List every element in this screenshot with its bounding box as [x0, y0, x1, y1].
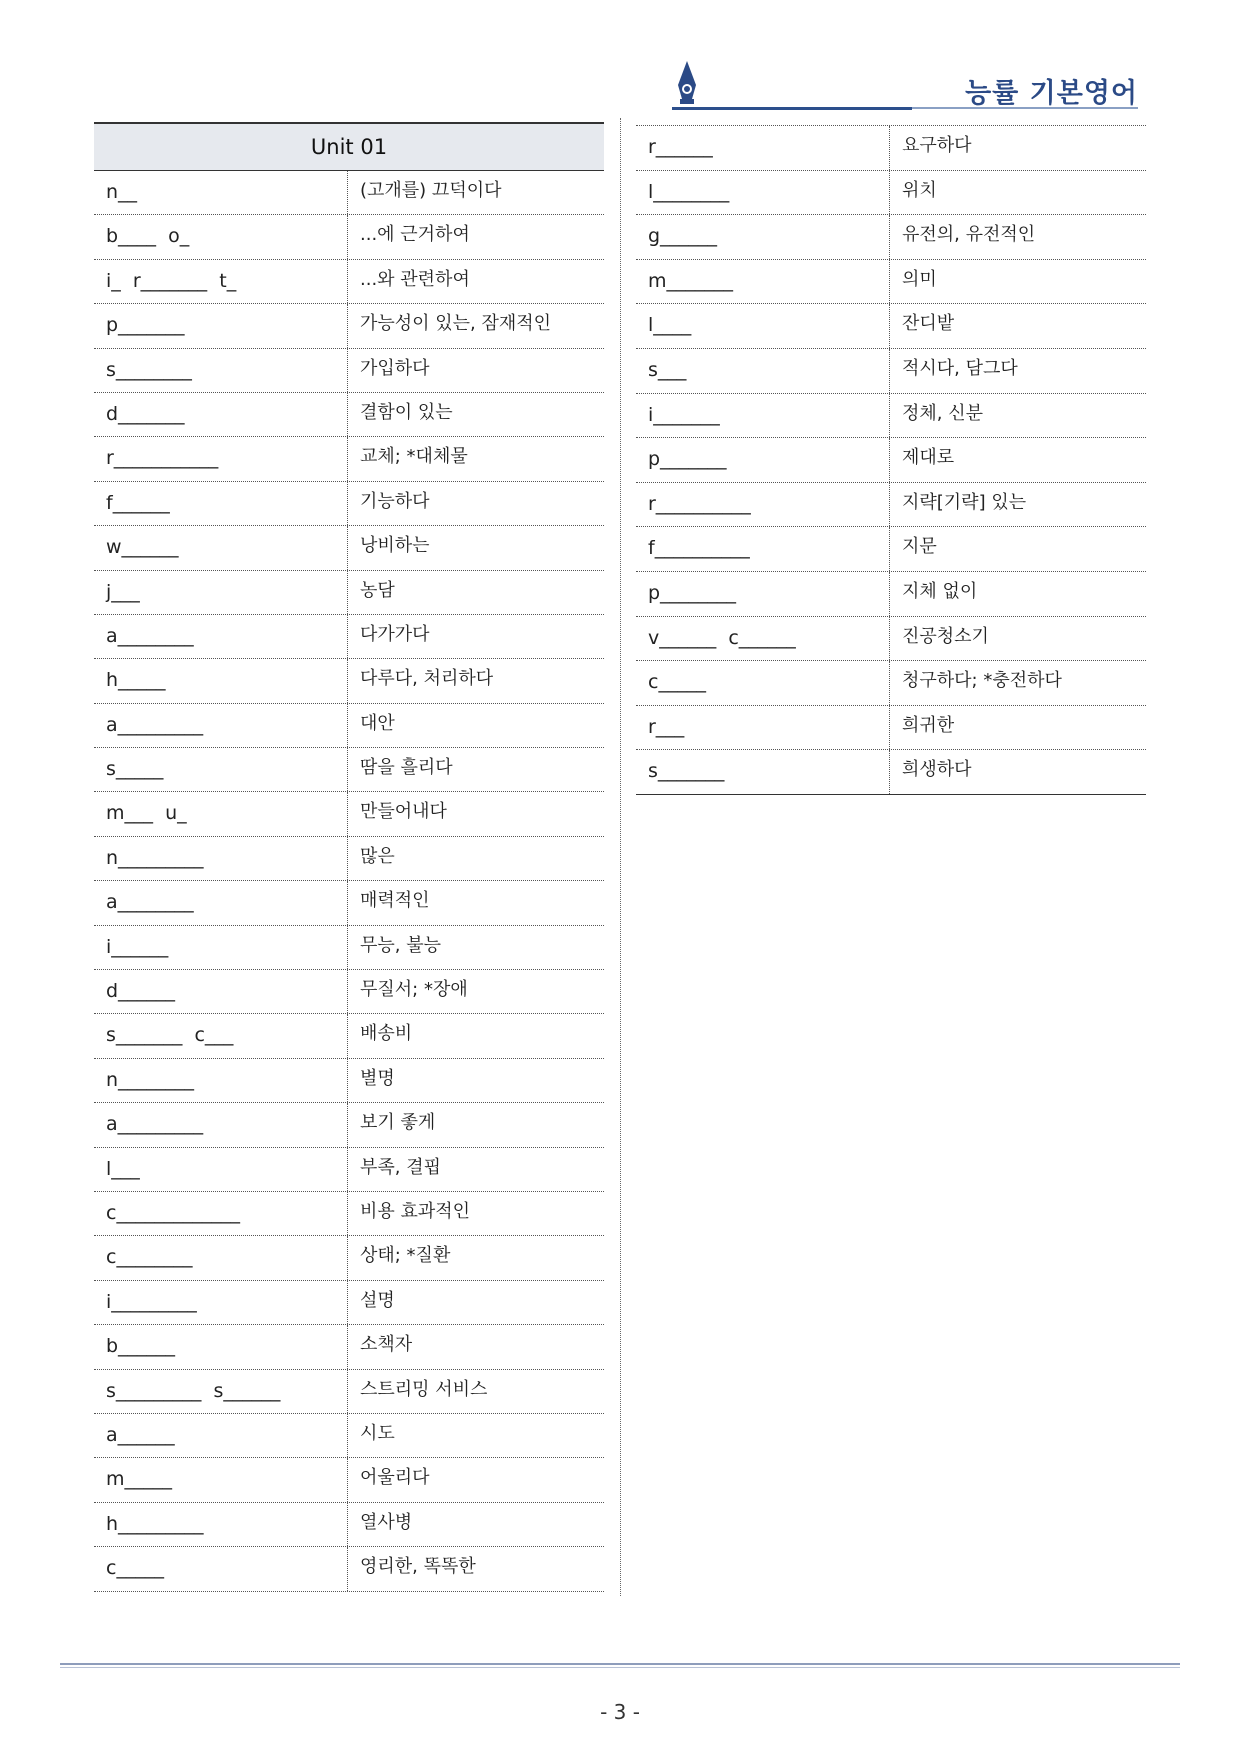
- vocab-row: [94, 215, 604, 259]
- korean-meaning: 상태; *질환: [360, 1245, 451, 1267]
- korean-meaning: 보기 좋게: [360, 1112, 436, 1134]
- korean-meaning: 가능성이 있는, 잠재적인: [360, 313, 552, 335]
- korean-meaning: 정체, 신분: [902, 402, 983, 424]
- korean-meaning: 스트리밍 서비스: [360, 1378, 488, 1400]
- korean-meaning: 적시다, 담그다: [902, 357, 1018, 379]
- korean-meaning: 별명: [360, 1067, 395, 1089]
- korean-meaning: 만들어내다: [360, 801, 447, 823]
- korean-meaning: 다가가다: [360, 623, 430, 645]
- korean-meaning: 가입하다: [360, 357, 430, 379]
- korean-meaning: 어울리다: [360, 1467, 430, 1489]
- english-blank: a_________: [94, 704, 348, 747]
- vocab-row: [94, 970, 604, 1014]
- korean-meaning: 많은: [360, 845, 395, 867]
- english-blank: m_____: [94, 1458, 348, 1501]
- korean-meaning: 유전의, 유전적인: [902, 224, 1036, 246]
- english-blank: i_______: [636, 394, 890, 438]
- column-divider: [620, 118, 621, 1596]
- vocab-row: [94, 1503, 604, 1547]
- vocab-row: [94, 304, 604, 348]
- english-blank: a________: [94, 881, 348, 924]
- korean-meaning: 농담: [360, 579, 395, 601]
- vocab-row: [94, 171, 604, 215]
- korean-meaning: 대안: [360, 712, 395, 734]
- english-blank: c_____: [94, 1547, 348, 1590]
- korean-meaning: 설명: [360, 1289, 395, 1311]
- vocab-row: [94, 526, 604, 570]
- vocab-row: [94, 659, 604, 703]
- korean-meaning: 비용 효과적인: [360, 1200, 471, 1222]
- vocab-row: [94, 349, 604, 393]
- vocab-row: [636, 171, 1146, 216]
- page-header: [660, 55, 1150, 115]
- vocab-row: [94, 437, 604, 481]
- vocab-row: [94, 1192, 604, 1236]
- korean-meaning: 진공청소기: [902, 625, 989, 647]
- english-blank: s_______ c___: [94, 1014, 348, 1057]
- vocab-row: [94, 881, 604, 925]
- english-blank: b______: [94, 1325, 348, 1368]
- korean-meaning: 제대로: [902, 447, 955, 469]
- vocab-row: [94, 1059, 604, 1103]
- korean-meaning: 의미: [902, 268, 937, 290]
- korean-meaning: 희귀한: [902, 714, 955, 736]
- english-blank: a______: [94, 1414, 348, 1457]
- english-blank: r______: [636, 126, 890, 170]
- korean-meaning: ...에 근거하여: [360, 224, 470, 246]
- korean-meaning: 지체 없이: [902, 580, 978, 602]
- english-blank: s________: [94, 349, 348, 392]
- english-blank: f______: [94, 482, 348, 525]
- vocab-row: [636, 617, 1146, 662]
- english-blank: r___: [636, 706, 890, 750]
- vocab-row: [94, 1148, 604, 1192]
- korean-meaning: 잔디밭: [902, 313, 955, 335]
- english-blank: p_______: [636, 438, 890, 482]
- english-blank: l___: [94, 1148, 348, 1191]
- english-blank: g______: [636, 215, 890, 259]
- english-blank: r___________: [94, 437, 348, 480]
- english-blank: i_________: [94, 1281, 348, 1324]
- english-blank: m___ u_: [94, 792, 348, 835]
- fountain-pen-nib-icon: [672, 59, 702, 107]
- korean-meaning: 땀을 흘리다: [360, 757, 453, 779]
- unit-title: Unit 01: [94, 122, 604, 171]
- korean-meaning: 시도: [360, 1422, 395, 1444]
- korean-meaning: 청구하다; *충전하다: [902, 670, 1062, 692]
- english-blank: c_____: [636, 661, 890, 705]
- korean-meaning: 결함이 있는: [360, 401, 453, 423]
- korean-meaning: 위치: [902, 179, 937, 201]
- english-blank: d_______: [94, 393, 348, 436]
- english-blank: a_________: [94, 1103, 348, 1146]
- vocab-table-left: [94, 122, 604, 1592]
- vocab-row: [636, 215, 1146, 260]
- vocab-row: [94, 1103, 604, 1147]
- korean-meaning: 영리한, 똑똑한: [360, 1556, 476, 1578]
- english-blank: f__________: [636, 527, 890, 571]
- vocab-row: [636, 706, 1146, 751]
- korean-meaning: 무질서; *장애: [360, 979, 468, 1001]
- vocab-row: [636, 394, 1146, 439]
- vocab-row: [94, 704, 604, 748]
- vocab-row: [636, 304, 1146, 349]
- english-blank: v______ c______: [636, 617, 890, 661]
- vocab-row: [94, 482, 604, 526]
- english-blank: l________: [636, 171, 890, 215]
- vocab-row: [94, 393, 604, 437]
- vocab-table-right: [636, 125, 1146, 795]
- korean-meaning: 다루다, 처리하다: [360, 668, 494, 690]
- vocab-row: [636, 349, 1146, 394]
- english-blank: m_______: [636, 260, 890, 304]
- vocab-row: [94, 615, 604, 659]
- english-blank: h_____: [94, 659, 348, 702]
- vocab-row: [94, 748, 604, 792]
- korean-meaning: 낭비하는: [360, 535, 430, 557]
- korean-meaning: 열사병: [360, 1511, 413, 1533]
- vocab-row: [94, 1325, 604, 1369]
- korean-meaning: 요구하다: [902, 135, 972, 156]
- korean-meaning: 지문: [902, 536, 937, 558]
- vocab-row: [94, 1458, 604, 1502]
- left-rows: [94, 171, 604, 1592]
- english-blank: n__: [94, 171, 348, 214]
- korean-meaning: 기능하다: [360, 490, 430, 512]
- english-blank: p_______: [94, 304, 348, 347]
- vocab-row: [94, 1236, 604, 1280]
- korean-meaning: 배송비: [360, 1023, 413, 1045]
- english-blank: p________: [636, 572, 890, 616]
- korean-meaning: 희생하다: [902, 759, 972, 781]
- korean-meaning: 소책자: [360, 1334, 413, 1356]
- korean-meaning: 무능, 불능: [360, 934, 441, 956]
- korean-meaning: 매력적인: [360, 890, 430, 912]
- english-blank: i_ r_______ t_: [94, 260, 348, 303]
- vocab-row: [636, 126, 1146, 171]
- english-blank: a________: [94, 615, 348, 658]
- korean-meaning: 교체; *대체물: [360, 446, 468, 468]
- english-blank: i______: [94, 926, 348, 969]
- english-blank: n________: [94, 1059, 348, 1102]
- english-blank: h_________: [94, 1503, 348, 1546]
- vocab-row: [94, 260, 604, 304]
- vocab-row: [94, 1370, 604, 1414]
- brand-title: 능률 기본영어: [965, 78, 1138, 109]
- english-blank: c________: [94, 1236, 348, 1279]
- vocab-row: [94, 1547, 604, 1591]
- english-blank: s___: [636, 349, 890, 393]
- vocab-row: [636, 572, 1146, 617]
- english-blank: s_____: [94, 748, 348, 791]
- vocab-row: [94, 1414, 604, 1458]
- vocab-row: [636, 483, 1146, 528]
- header-rule: [672, 107, 912, 110]
- page-number: - 3 -: [600, 1700, 640, 1724]
- vocab-row: [636, 661, 1146, 706]
- vocab-row: [94, 1014, 604, 1058]
- english-blank: b____ o_: [94, 215, 348, 258]
- korean-meaning: (고개를) 끄덕이다: [360, 180, 502, 201]
- korean-meaning: 부족, 결핍: [360, 1156, 441, 1178]
- english-blank: s_______: [636, 750, 890, 794]
- english-blank: n_________: [94, 837, 348, 880]
- vocab-row: [636, 438, 1146, 483]
- english-blank: c_____________: [94, 1192, 348, 1235]
- english-blank: s_________ s______: [94, 1370, 348, 1413]
- right-rows: [636, 125, 1146, 795]
- vocab-row: [94, 571, 604, 615]
- english-blank: r__________: [636, 483, 890, 527]
- footer-rule-secondary: [60, 1667, 1180, 1668]
- vocab-row: [94, 926, 604, 970]
- vocab-row: [94, 837, 604, 881]
- vocab-row: [94, 1281, 604, 1325]
- english-blank: l____: [636, 304, 890, 348]
- vocab-row: [636, 260, 1146, 305]
- footer-rule: [60, 1663, 1180, 1665]
- english-blank: d______: [94, 970, 348, 1013]
- vocab-row: [636, 750, 1146, 795]
- english-blank: j___: [94, 571, 348, 614]
- korean-meaning: 지략[기략] 있는: [902, 491, 1027, 513]
- vocab-row: [94, 792, 604, 836]
- english-blank: w______: [94, 526, 348, 569]
- korean-meaning: ...와 관련하여: [360, 268, 470, 290]
- vocab-row: [636, 527, 1146, 572]
